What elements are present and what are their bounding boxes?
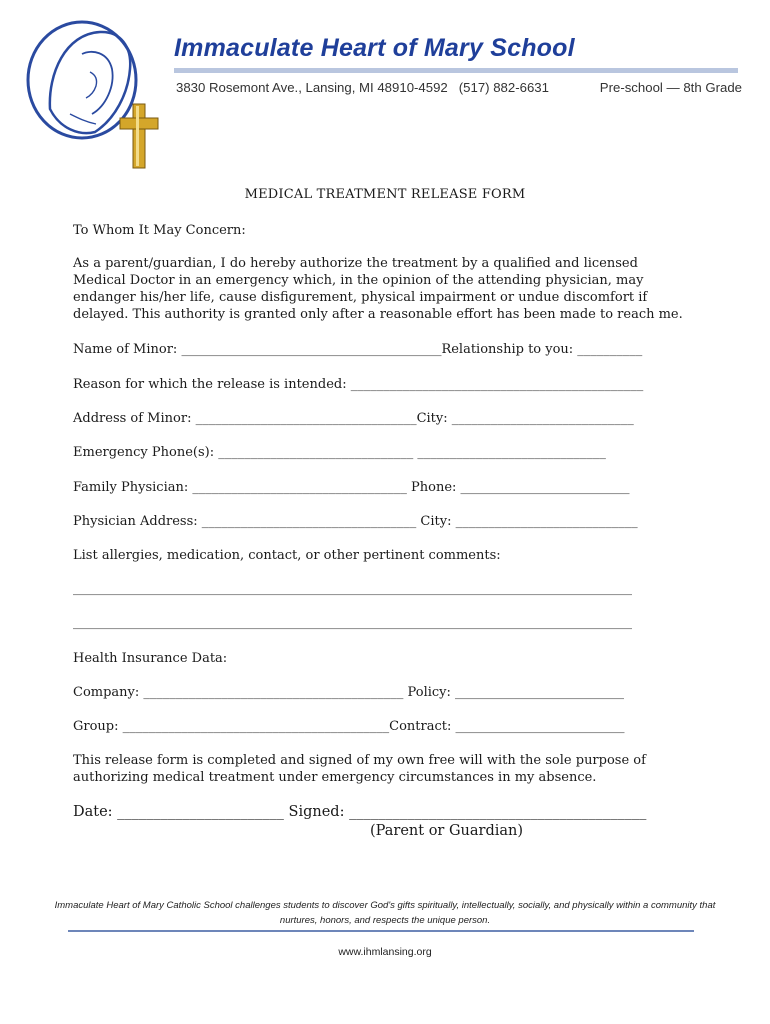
madonna-veil xyxy=(50,32,130,133)
emergency-phone-field[interactable]: Emergency Phone(s): ______________________________ _____________________________ xyxy=(73,445,606,460)
release-statement: This release form is completed and signed of my own free will with the sole purpose of authorizing medical treatment under emergency circumstances in my absence. xyxy=(73,753,646,785)
form-title: MEDICAL TREATMENT RELEASE FORM xyxy=(244,187,526,202)
salutation: To Whom It May Concern: xyxy=(73,223,246,238)
authorization-paragraph: As a parent/guardian, I do hereby authorize the treatment by a qualified and licensed Medical Doctor in an emergency which, in the opinion of the attending physician, may endanger his/her life, cause disfigurement, physical impairment or undue discomfort if delayed. This authority is granted only after a reasonable effort has been made to reach me. xyxy=(73,256,683,322)
signer-caption: (Parent or Guardian) xyxy=(370,823,524,839)
footer-rule xyxy=(68,930,694,932)
comment-line-2[interactable]: ______________________________________________________________________________________ xyxy=(73,615,632,630)
website-link[interactable]: www.ihmlansing.org xyxy=(338,946,432,958)
address-of-minor-field[interactable]: Address of Minor: __________________________________City: ____________________________ xyxy=(73,411,634,426)
school-address: 3830 Rosemont Ave., Lansing, MI 48910-4592 xyxy=(176,80,448,95)
date-signed-field[interactable]: Date: _______________________ Signed: _________________________________________ xyxy=(73,804,647,820)
group-contract-field[interactable]: Group: _________________________________________Contract: __________________________ xyxy=(73,719,625,734)
name-of-minor-field[interactable]: Name of Minor: ________________________________________Relationship to you: __________ xyxy=(73,342,643,357)
header-rule xyxy=(174,68,738,73)
family-physician-field[interactable]: Family Physician: _________________________________ Phone: __________________________ xyxy=(73,480,630,495)
school-phone: (517) 882-6631 xyxy=(458,80,549,95)
school-logo xyxy=(20,14,170,174)
reason-field[interactable]: Reason for which the release is intended: _____________________________________________ xyxy=(73,377,644,392)
address-line xyxy=(176,80,742,95)
school-name: Immaculate Heart of Mary School xyxy=(174,34,575,62)
insurance-label: Health Insurance Data: xyxy=(73,651,228,666)
company-policy-field[interactable]: Company: ________________________________________ Policy: __________________________ xyxy=(73,685,625,700)
physician-address-field[interactable]: Physician Address: _________________________________ City: ____________________________ xyxy=(73,514,638,529)
allergies-label: List allergies, medication, contact, or other pertinent comments: xyxy=(73,548,501,563)
school-grades: Pre-school — 8th Grade xyxy=(599,80,742,95)
school-motto: Immaculate Heart of Mary Catholic School challenges students to discover God's gifts spiritually, intellectually, socially, and physically within a community that nurtures, honors, and respects the unique person. xyxy=(54,900,716,926)
comment-line-1[interactable]: ______________________________________________________________________________________ xyxy=(73,581,632,596)
